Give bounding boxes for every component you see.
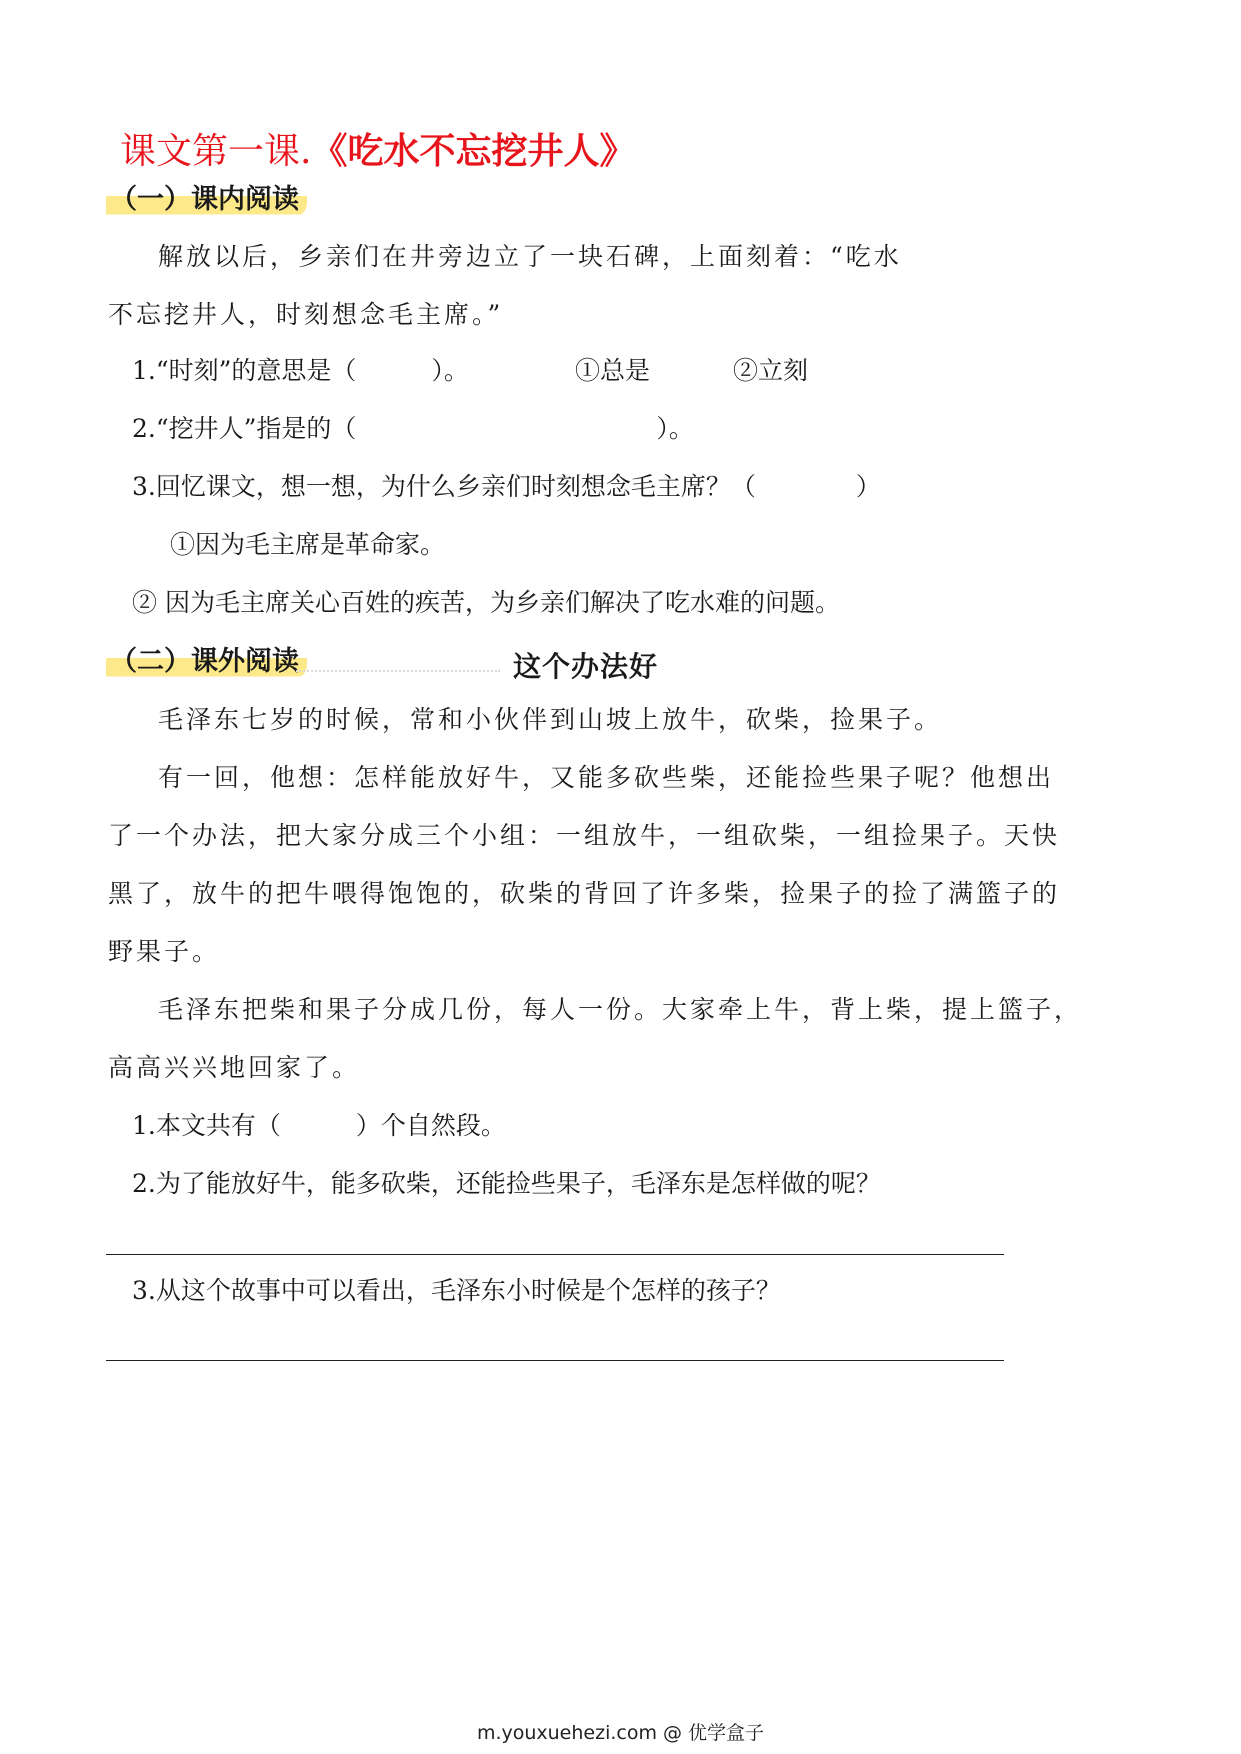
- title-lesson-name: 《吃水不忘挖井人》: [311, 131, 636, 172]
- story-paragraph-3-line-2: 高高兴兴地回家了。: [108, 1053, 361, 1082]
- question-3-option-1: ①因为毛主席是革命家。: [170, 530, 446, 559]
- section-heading-extracurricular-reading: （二）课外阅读: [106, 645, 307, 679]
- story-paragraph-1: 毛泽东七岁的时候，常和小伙伴到山坡上放牛，砍柴，捡果子。: [158, 705, 943, 734]
- story-paragraph-2-line-2: 了一个办法，把大家分成三个小组：一组放牛，一组砍柴，一组捡果子。天快: [108, 821, 1061, 850]
- answer-line-2[interactable]: [106, 1360, 1004, 1361]
- question-1-option-1: ①总是: [575, 356, 651, 385]
- title-prefix: 课文第一课.: [120, 131, 312, 172]
- page-title: [120, 128, 635, 176]
- question-2: 2.“挖井人”指是的（ ）。: [132, 414, 694, 443]
- question-3: 3.回忆课文，想一想，为什么乡亲们时刻想念毛主席？（ ）: [132, 472, 881, 501]
- passage-line-1: 解放以后，乡亲们在井旁边立了一块石碑，上面刻着：“吃水: [158, 242, 902, 271]
- story-paragraph-2-line-4: 野果子。: [108, 937, 221, 966]
- dotted-leader: [296, 670, 500, 672]
- story-title: 这个办法好: [513, 650, 659, 683]
- story-paragraph-2-line-1: 有一回，他想：怎样能放好牛，又能多砍些柴，还能捡些果子呢？他想出: [158, 763, 1055, 792]
- footer-watermark: m.youxuehezi.com @ 优学盒子: [476, 1722, 765, 1744]
- answer-line-1[interactable]: [106, 1254, 1004, 1255]
- story-paragraph-2-line-3: 黑了，放牛的把牛喂得饱饱的，砍柴的背回了许多柴，捡果子的捡了满篮子的: [108, 879, 1061, 908]
- question-2: 2.为了能放好牛，能多砍柴，还能捡些果子，毛泽东是怎样做的呢？: [132, 1169, 881, 1198]
- question-1: 1.“时刻”的意思是（ ）。: [132, 356, 469, 385]
- question-1: 1.本文共有（ ）个自然段。: [132, 1111, 506, 1140]
- story-paragraph-3-line-1: 毛泽东把柴和果子分成几份，每人一份。大家牵上牛，背上柴，提上篮子，: [158, 995, 1083, 1024]
- passage-line-2: 不忘挖井人，时刻想念毛主席。”: [108, 300, 504, 329]
- question-3: 3.从这个故事中可以看出，毛泽东小时候是个怎样的孩子？: [132, 1276, 781, 1305]
- section-heading-in-class-reading: （一）课内阅读: [106, 183, 307, 217]
- question-1-option-2: ②立刻: [733, 356, 809, 385]
- question-3-option-2: ② 因为毛主席关心百姓的疾苦，为乡亲们解决了吃水难的问题。: [132, 588, 840, 617]
